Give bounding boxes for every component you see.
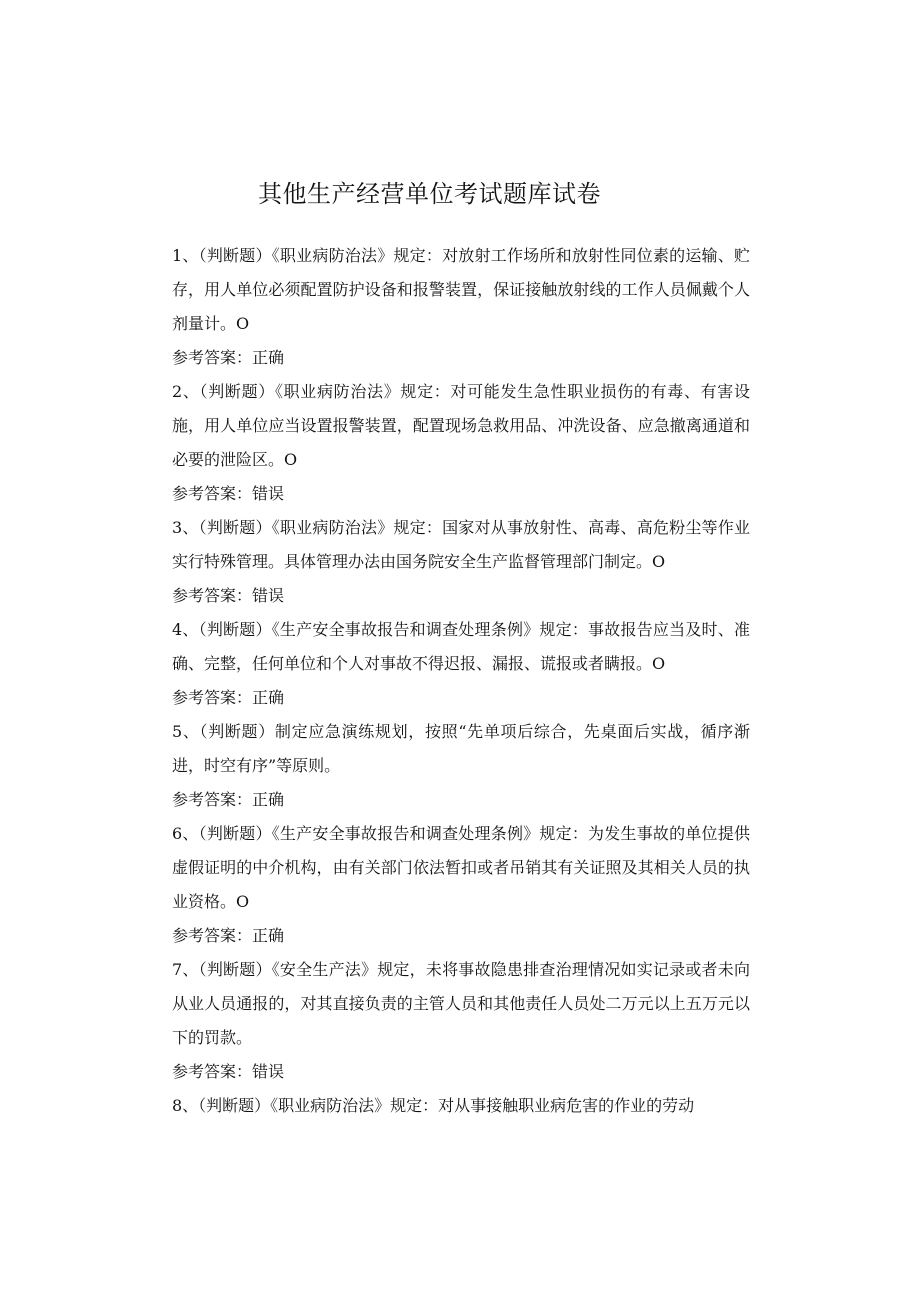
question-text: 5、（判断题）制定应急演练规划，按照“先单项后综合，先桌面后实战，循序渐进，时空有序”等原则。 [172, 722, 750, 775]
question-item-4 [172, 613, 750, 715]
reference-answer: 参考答案：正确 [172, 926, 285, 945]
question-list [172, 239, 750, 1123]
question-item-6 [172, 817, 750, 953]
question-item-3 [172, 511, 750, 613]
question-item-5 [172, 715, 750, 817]
reference-answer: 参考答案：错误 [172, 586, 285, 605]
question-item-2 [172, 375, 750, 511]
question-item-8 [172, 1089, 750, 1123]
question-text: 6、（判断题）《生产安全事故报告和调查处理条例》规定：为发生事故的单位提供虚假证明的中介机构，由有关部门依法暂扣或者吊销其有关证照及其相关人员的执业资格。O [172, 824, 750, 911]
question-text: 1、（判断题）《职业病防治法》规定：对放射工作场所和放射性同位素的运输、贮存，用人单位必须配置防护设备和报警装置，保证接触放射线的工作人员佩戴个人剂量计。O [172, 246, 750, 333]
document-title: 其他生产经营单位考试题库试卷 [258, 180, 601, 208]
reference-answer: 参考答案：错误 [172, 484, 285, 503]
reference-answer: 参考答案：错误 [172, 1062, 285, 1081]
reference-answer: 参考答案：正确 [172, 790, 285, 809]
question-text: 8、（判断题）《职业病防治法》规定：对从事接触职业病危害的作业的劳动 [172, 1096, 695, 1115]
reference-answer: 参考答案：正确 [172, 348, 285, 367]
question-item-1 [172, 239, 750, 375]
question-text: 2、（判断题）《职业病防治法》规定：对可能发生急性职业损伤的有毒、有害设施，用人单位应当设置报警装置，配置现场急救用品、冲洗设备、应急撤离通道和必要的泄险区。O [172, 382, 750, 469]
question-text: 7、（判断题）《安全生产法》规定，未将事故隐患排查治理情况如实记录或者未向从业人员通报的，对其直接负责的主管人员和其他责任人员处二万元以上五万元以下的罚款。 [172, 960, 750, 1047]
question-text: 3、（判断题）《职业病防治法》规定：国家对从事放射性、高毒、高危粉尘等作业实行特殊管理。具体管理办法由国务院安全生产监督管理部门制定。O [172, 518, 750, 571]
reference-answer: 参考答案：正确 [172, 688, 285, 707]
question-text: 4、（判断题）《生产安全事故报告和调查处理条例》规定：事故报告应当及时、准确、完整，任何单位和个人对事故不得迟报、漏报、谎报或者瞒报。O [172, 620, 750, 673]
question-item-7 [172, 953, 750, 1089]
